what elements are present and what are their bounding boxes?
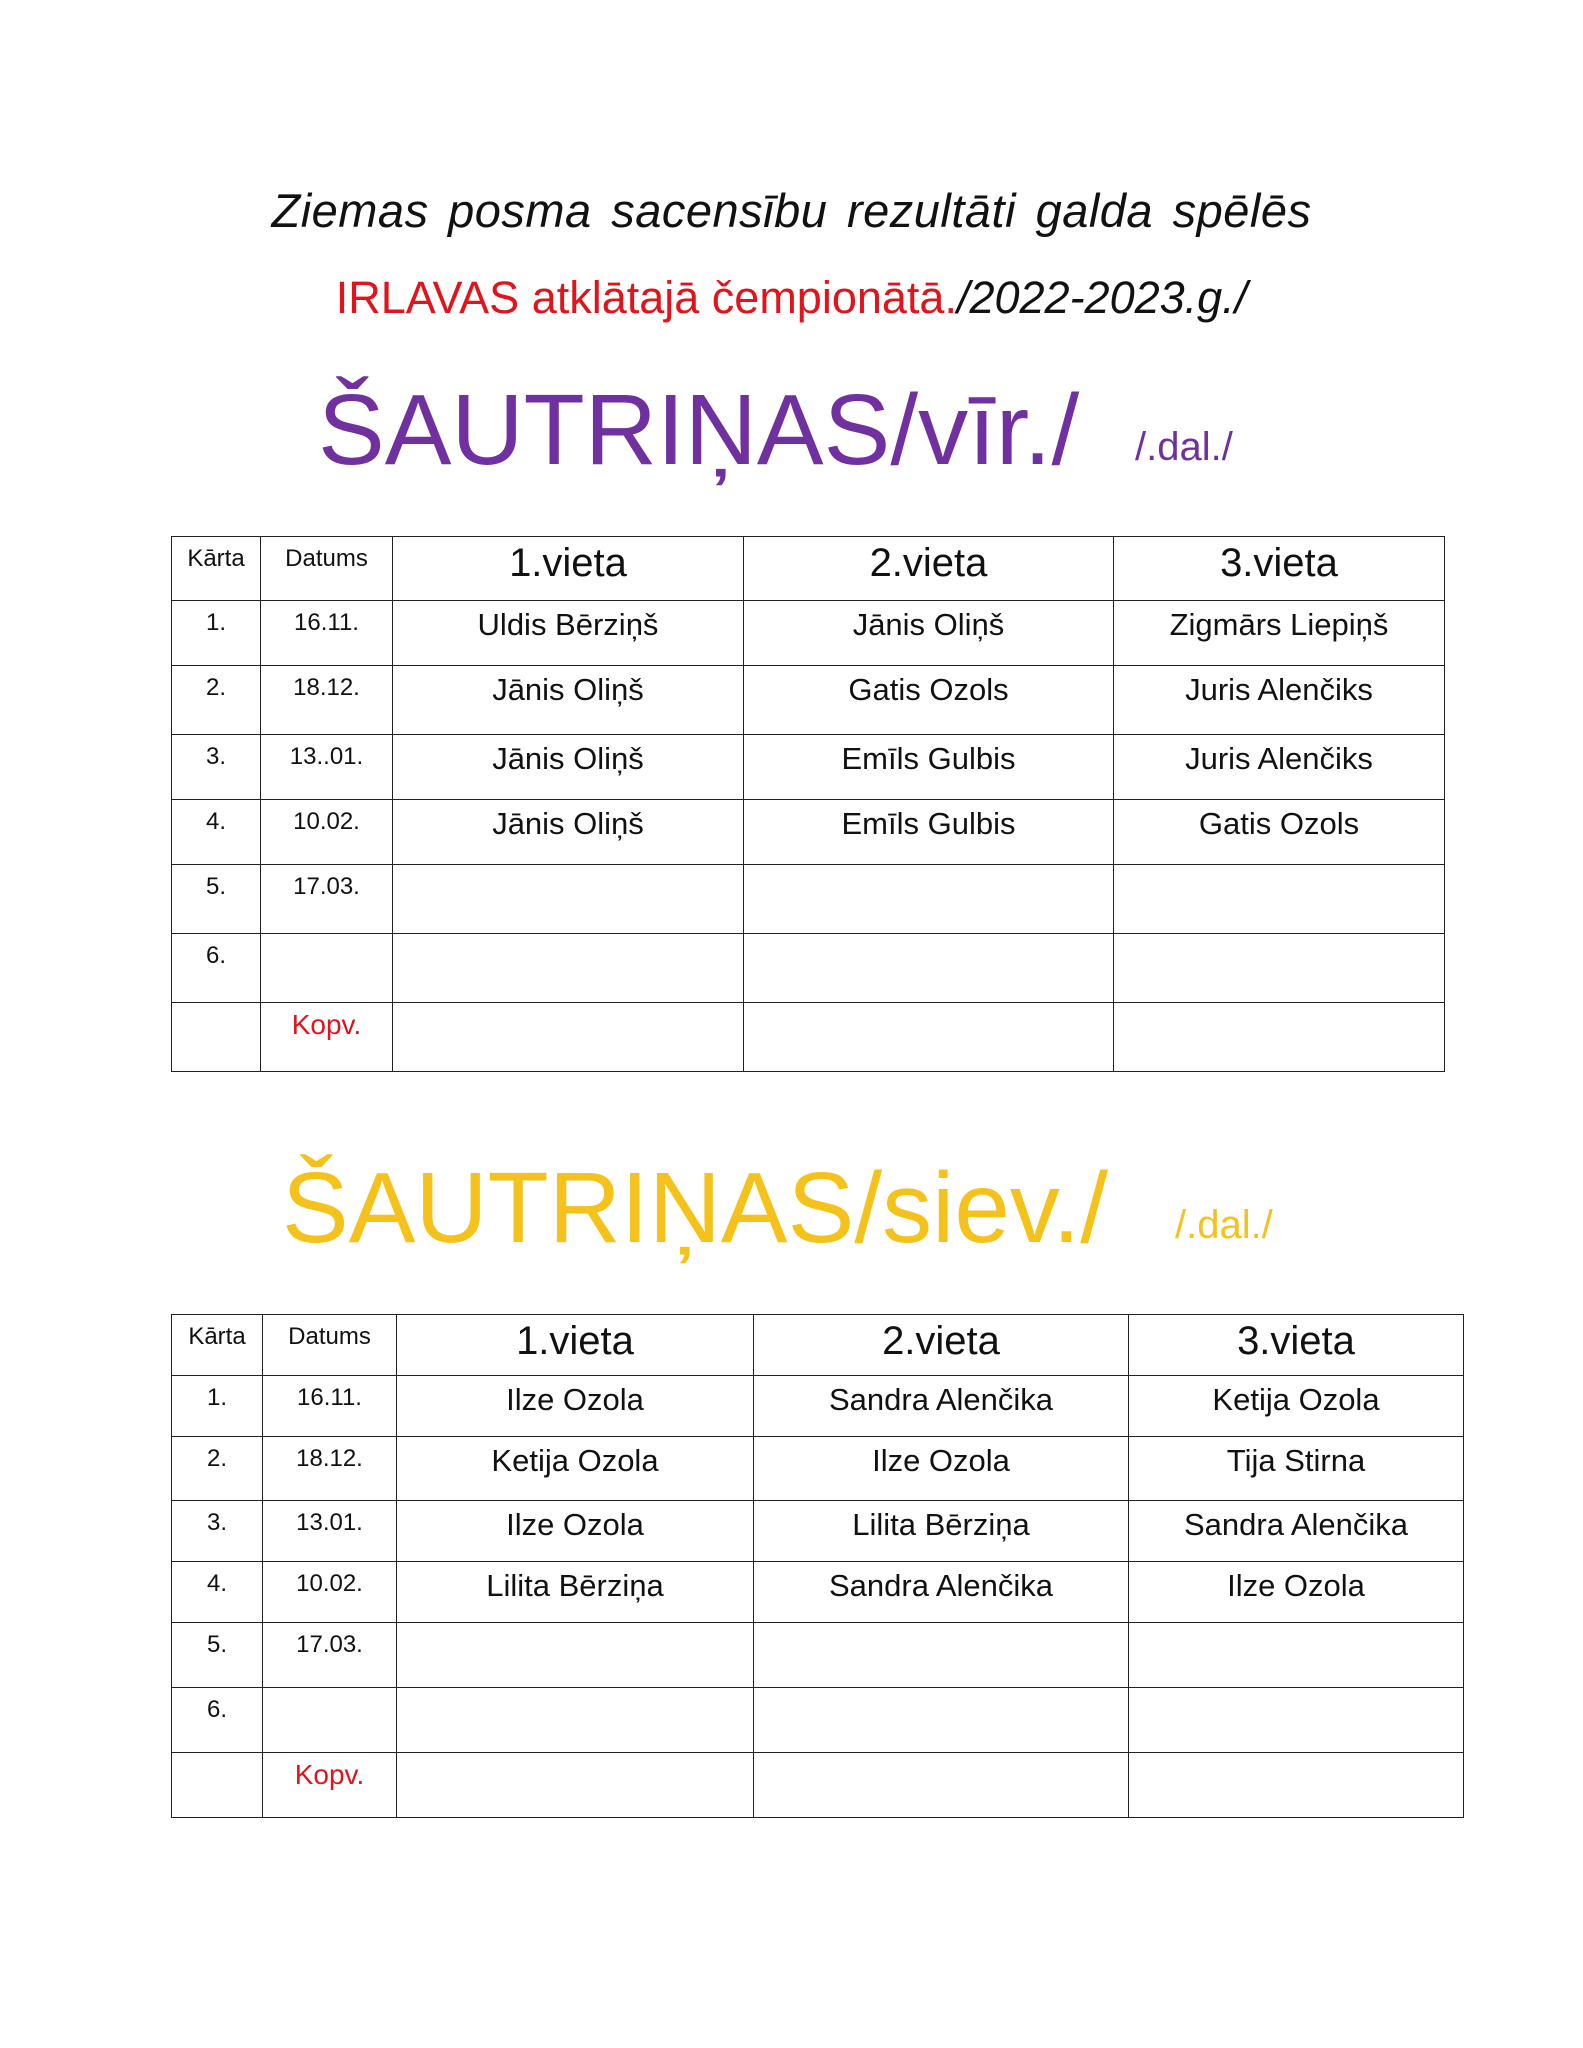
table-header-row [172,1315,1464,1376]
round-cell: 1. [172,1376,263,1437]
table-row [172,865,1445,934]
table-row [172,1437,1464,1501]
header-place2: 2.vieta [744,537,1114,601]
date-cell: 16.11. [263,1376,397,1437]
place2-cell [754,1623,1129,1688]
round-cell [172,1753,263,1818]
round-cell: 5. [172,865,261,934]
date-cell: 13.01. [263,1501,397,1562]
men-results-table [171,536,1445,1072]
round-cell: 4. [172,1562,263,1623]
round-cell: 6. [172,1688,263,1753]
place1-cell: Lilita Bērziņa [397,1562,754,1623]
place1-cell [397,1688,754,1753]
header-datums: Datums [263,1315,397,1376]
header-place1: 1.vieta [393,537,744,601]
date-cell: 13..01. [261,735,393,800]
table-row [172,1376,1464,1437]
place3-cell: Ilze Ozola [1129,1562,1464,1623]
round-cell: 3. [172,735,261,800]
place3-cell: Ketija Ozola [1129,1376,1464,1437]
place2-cell: Lilita Bērziņa [754,1501,1129,1562]
round-cell: 1. [172,601,261,666]
document-subtitle [0,272,1583,324]
place2-cell: Emīls Gulbis [744,800,1114,865]
place3-cell: Sandra Alenčika [1129,1501,1464,1562]
place2-cell [744,934,1114,1003]
round-cell: 4. [172,800,261,865]
place3-cell [1114,865,1445,934]
place2-cell [754,1753,1129,1818]
place1-cell [397,1623,754,1688]
place1-cell: Jānis Oliņš [393,800,744,865]
place3-cell: Zigmārs Liepiņš [1114,601,1445,666]
table-row [172,800,1445,865]
table-row [172,1623,1464,1688]
date-cell: 17.03. [263,1623,397,1688]
place1-cell [393,865,744,934]
women-results-table [171,1314,1464,1818]
header-place3: 3.vieta [1114,537,1445,601]
header-place2: 2.vieta [754,1315,1129,1376]
table-row [172,601,1445,666]
total-row [172,1003,1445,1072]
place2-cell: Jānis Oliņš [744,601,1114,666]
place1-cell: Jānis Oliņš [393,666,744,735]
place2-cell [754,1688,1129,1753]
header-karta: Kārta [172,1315,263,1376]
place3-cell [1129,1623,1464,1688]
table-header-row [172,537,1445,601]
date-cell: 10.02. [261,800,393,865]
header-place1: 1.vieta [397,1315,754,1376]
place1-cell: Ilze Ozola [397,1501,754,1562]
place1-cell: Ilze Ozola [397,1376,754,1437]
place3-cell: Juris Alenčiks [1114,666,1445,735]
round-cell [172,1003,261,1072]
women-section-subtitle: /.dal./ [1175,1203,1273,1247]
place3-cell [1114,1003,1445,1072]
date-cell: 17.03. [261,865,393,934]
date-cell: 18.12. [263,1437,397,1501]
place2-cell [744,865,1114,934]
date-cell: 16.11. [261,601,393,666]
table-row [172,1501,1464,1562]
place2-cell: Ilze Ozola [754,1437,1129,1501]
round-cell: 2. [172,666,261,735]
men-section-subtitle: /.dal./ [1135,425,1233,469]
table-row [172,1688,1464,1753]
total-label: Kopv. [263,1753,397,1818]
round-cell: 3. [172,1501,263,1562]
place3-cell [1129,1753,1464,1818]
place2-cell: Emīls Gulbis [744,735,1114,800]
season-label: /2022-2023.g./ [956,272,1248,323]
championship-name: IRLAVAS atklātajā čempionātā. [335,272,957,323]
total-row [172,1753,1464,1818]
place1-cell [397,1753,754,1818]
round-cell: 2. [172,1437,263,1501]
place1-cell: Uldis Bērziņš [393,601,744,666]
place2-cell [744,1003,1114,1072]
men-section-title: ŠAUTRIŅAS/vīr./ [318,374,1080,486]
place3-cell: Tija Stirna [1129,1437,1464,1501]
header-datums: Datums [261,537,393,601]
place3-cell: Gatis Ozols [1114,800,1445,865]
table-row [172,1562,1464,1623]
place3-cell: Juris Alenčiks [1114,735,1445,800]
place2-cell: Sandra Alenčika [754,1376,1129,1437]
date-cell [261,934,393,1003]
place2-cell: Gatis Ozols [744,666,1114,735]
table-row [172,934,1445,1003]
place1-cell: Ketija Ozola [397,1437,754,1501]
date-cell: 18.12. [261,666,393,735]
place2-cell: Sandra Alenčika [754,1562,1129,1623]
date-cell [263,1688,397,1753]
round-cell: 5. [172,1623,263,1688]
place1-cell [393,1003,744,1072]
place3-cell [1129,1688,1464,1753]
round-cell: 6. [172,934,261,1003]
place1-cell [393,934,744,1003]
women-section-title: ŠAUTRIŅAS/siev./ [282,1152,1109,1264]
table-row [172,735,1445,800]
document-title: Ziemas posma sacensību rezultāti galda spēlēs [271,184,1312,237]
header-place3: 3.vieta [1129,1315,1464,1376]
place3-cell [1114,934,1445,1003]
table-row [172,666,1445,735]
place1-cell: Jānis Oliņš [393,735,744,800]
header-karta: Kārta [172,537,261,601]
total-label: Kopv. [261,1003,393,1072]
date-cell: 10.02. [263,1562,397,1623]
